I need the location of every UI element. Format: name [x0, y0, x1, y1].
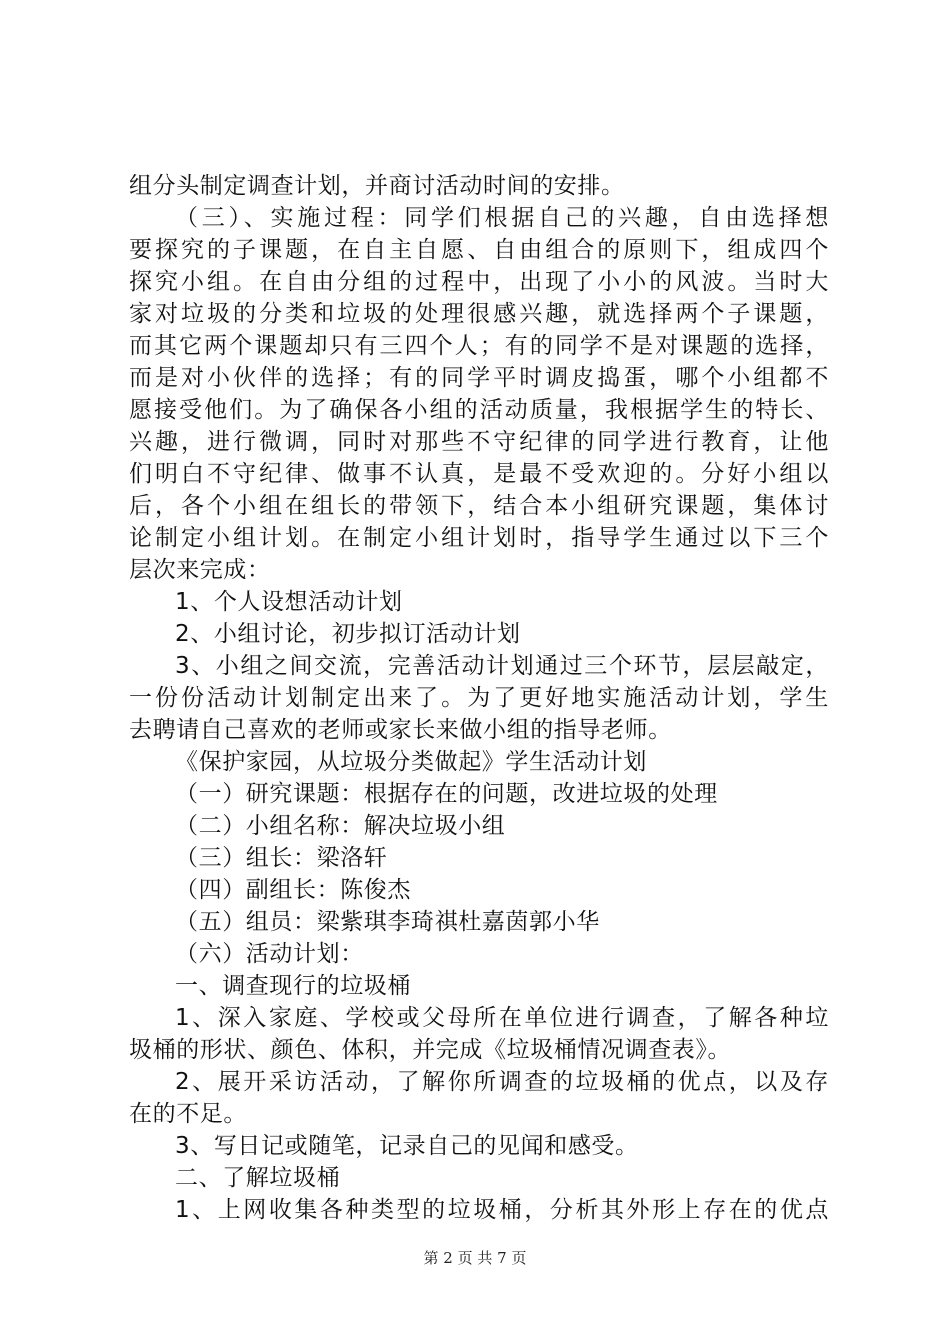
- text-line: （三）、实施过程：同学们根据自己的兴趣，自由选择想: [175, 205, 829, 231]
- text-line: （二）小组名称：解决垃圾小组: [175, 813, 506, 839]
- text-line: 3、小组之间交流，完善活动计划通过三个环节，层层敲定，: [175, 653, 829, 679]
- text-line: 1、上网收集各种类型的垃圾桶，分析其外形上存在的优点: [175, 1197, 829, 1223]
- text-line: 《保护家园，从垃圾分类做起》学生活动计划: [175, 749, 647, 775]
- text-line: 论制定小组计划。在制定小组计划时，指导学生通过以下三个: [129, 525, 829, 551]
- text-line: 探究小组。在自由分组的过程中，出现了小小的风波。当时大: [129, 269, 829, 295]
- text-line: 1、个人设想活动计划: [175, 589, 403, 615]
- text-line: 1、深入家庭、学校或父母所在单位进行调查，了解各种垃: [175, 1005, 829, 1031]
- text-line: 2、小组讨论，初步拟订活动计划: [175, 621, 521, 647]
- text-line: 要探究的子课题，在自主自愿、自由组合的原则下，组成四个: [129, 237, 829, 263]
- text-line: 3、写日记或随笔，记录自己的见闻和感受。: [175, 1133, 639, 1159]
- body-text: [129, 170, 829, 1226]
- text-line: 而其它两个课题却只有三四个人；有的同学不是对课题的选择，: [129, 333, 829, 359]
- text-line: 兴趣，进行微调，同时对那些不守纪律的同学进行教育，让他: [129, 429, 829, 455]
- text-line: 二、了解垃圾桶: [175, 1165, 341, 1191]
- text-line: 而是对小伙伴的选择；有的同学平时调皮捣蛋，哪个小组都不: [129, 365, 829, 391]
- text-line: （三）组长：梁洛轩: [175, 845, 388, 871]
- text-line: 组分头制定调查计划，并商讨活动时间的安排。: [129, 173, 625, 199]
- text-line: （六）活动计划：: [175, 941, 364, 967]
- text-line: 愿接受他们。为了确保各小组的活动质量，我根据学生的特长、: [129, 397, 829, 423]
- text-line: 后，各个小组在组长的带领下，结合本小组研究课题，集体讨: [129, 493, 829, 519]
- text-line: 在的不足。: [129, 1101, 247, 1127]
- text-line: 一份份活动计划制定出来了。为了更好地实施活动计划，学生: [129, 685, 829, 711]
- text-line: 家对垃圾的分类和垃圾的处理很感兴趣，就选择两个子课题，: [129, 301, 829, 327]
- text-line: 一、调查现行的垃圾桶: [175, 973, 411, 999]
- text-line: 层次来完成：: [129, 557, 271, 583]
- text-line: 2、展开采访活动，了解你所调查的垃圾桶的优点，以及存: [175, 1069, 829, 1095]
- page-footer: 第 2 页 共 7 页: [423, 1249, 527, 1267]
- text-line: （四）副组长：陈俊杰: [175, 877, 411, 903]
- text-line: 们明白不守纪律、做事不认真，是最不受欢迎的。分好小组以: [129, 461, 829, 487]
- text-line: （五）组员：梁紫琪李琦祺杜嘉茵郭小华: [175, 909, 600, 935]
- text-line: （一）研究课题：根据存在的问题，改进垃圾的处理: [175, 781, 718, 807]
- text-line: 圾桶的形状、颜色、体积，并完成《垃圾桶情况调查表》。: [129, 1037, 732, 1063]
- text-line: 去聘请自己喜欢的老师或家长来做小组的指导老师。: [129, 717, 672, 743]
